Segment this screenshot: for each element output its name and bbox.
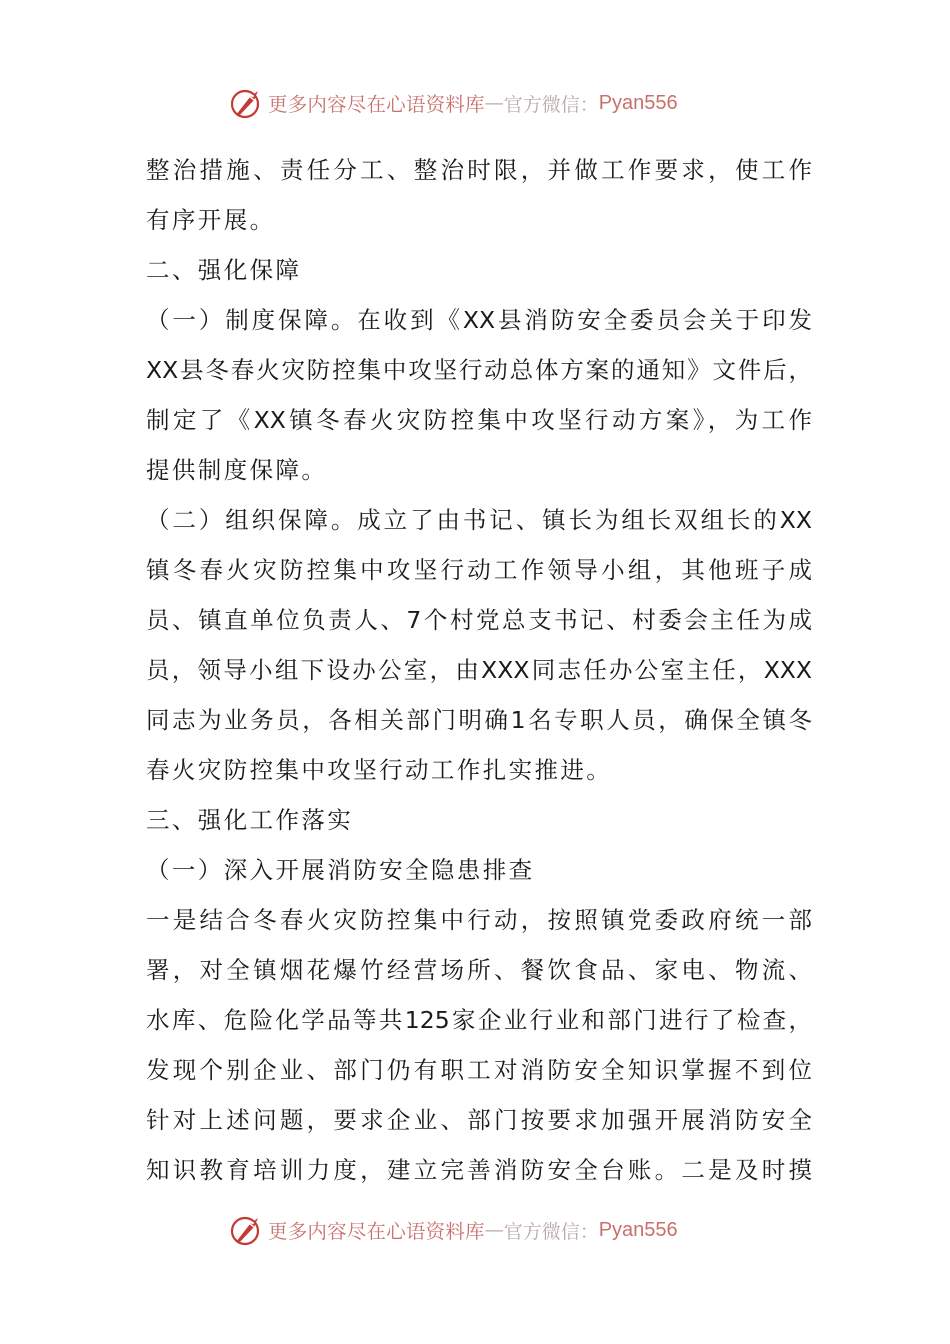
text-line: （二）组织保障。成立了由书记、镇长为组长双组长的XX (146, 506, 812, 534)
section-heading: 二、强化保障 (146, 256, 302, 284)
text-line: 知识教育培训力度，建立完善消防安全台账。二是及时摸 (146, 1156, 812, 1184)
banner-wechat-label: 官方微信： (503, 93, 599, 116)
text-line: 镇冬春火灾防控集中攻坚行动工作领导小组，其他班子成 (146, 556, 812, 584)
banner-slogan: 更多内容尽在心语资料库 (268, 93, 485, 116)
text-line: 提供制度保障。 (146, 456, 328, 484)
text-line: 发现个别企业、部门仍有职工对消防安全知识掌握不到位 (146, 1056, 812, 1084)
text-line: 制定了《XX镇冬春火灾防控集中攻坚行动方案》，为工作 (146, 406, 812, 434)
text-line: 同志为业务员，各相关部门明确1名专职人员，确保全镇冬 (146, 706, 812, 734)
text-line: 署，对全镇烟花爆竹经营场所、餐饮食品、家电、物流、 (146, 956, 812, 984)
pen-nib-logo-icon (228, 85, 264, 121)
text-line: 整治措施、责任分工、整治时限，并做工作要求，使工作 (146, 156, 812, 184)
footer-banner (228, 1208, 748, 1252)
banner-wechat-id: Pyan556 (598, 1218, 678, 1241)
banner-wechat-label: 官方微信： (503, 1220, 599, 1243)
banner-wechat-id: Pyan556 (598, 91, 678, 114)
text-line: （一）制度保障。在收到《XX县消防安全委员会关于印发 (146, 306, 812, 334)
banner-dash: — (484, 92, 504, 114)
document-body (146, 145, 812, 1195)
subsection-heading: （一）深入开展消防安全隐患排查 (146, 856, 535, 884)
text-line: XX县冬春火灾防控集中攻坚行动总体方案的通知》文件后， (146, 356, 812, 384)
banner-dash: — (484, 1219, 504, 1241)
text-line: 员，领导小组下设办公室，由XXX同志任办公室主任，XXX (146, 656, 812, 684)
section-heading: 三、强化工作落实 (146, 806, 354, 834)
header-banner (228, 81, 748, 125)
banner-slogan: 更多内容尽在心语资料库 (268, 1220, 485, 1243)
text-line: 有序开展。 (146, 206, 276, 234)
pen-nib-logo-icon (228, 1212, 264, 1248)
text-line: 水库、危险化学品等共125家企业行业和部门进行了检查， (146, 1006, 812, 1034)
text-line: 针对上述问题，要求企业、部门按要求加强开展消防安全 (146, 1106, 812, 1134)
text-line: 春火灾防控集中攻坚行动工作扎实推进。 (146, 756, 613, 784)
text-line: 一是结合冬春火灾防控集中行动，按照镇党委政府统一部 (146, 906, 812, 934)
text-line: 员、镇直单位负责人、7个村党总支书记、村委会主任为成 (146, 606, 812, 634)
